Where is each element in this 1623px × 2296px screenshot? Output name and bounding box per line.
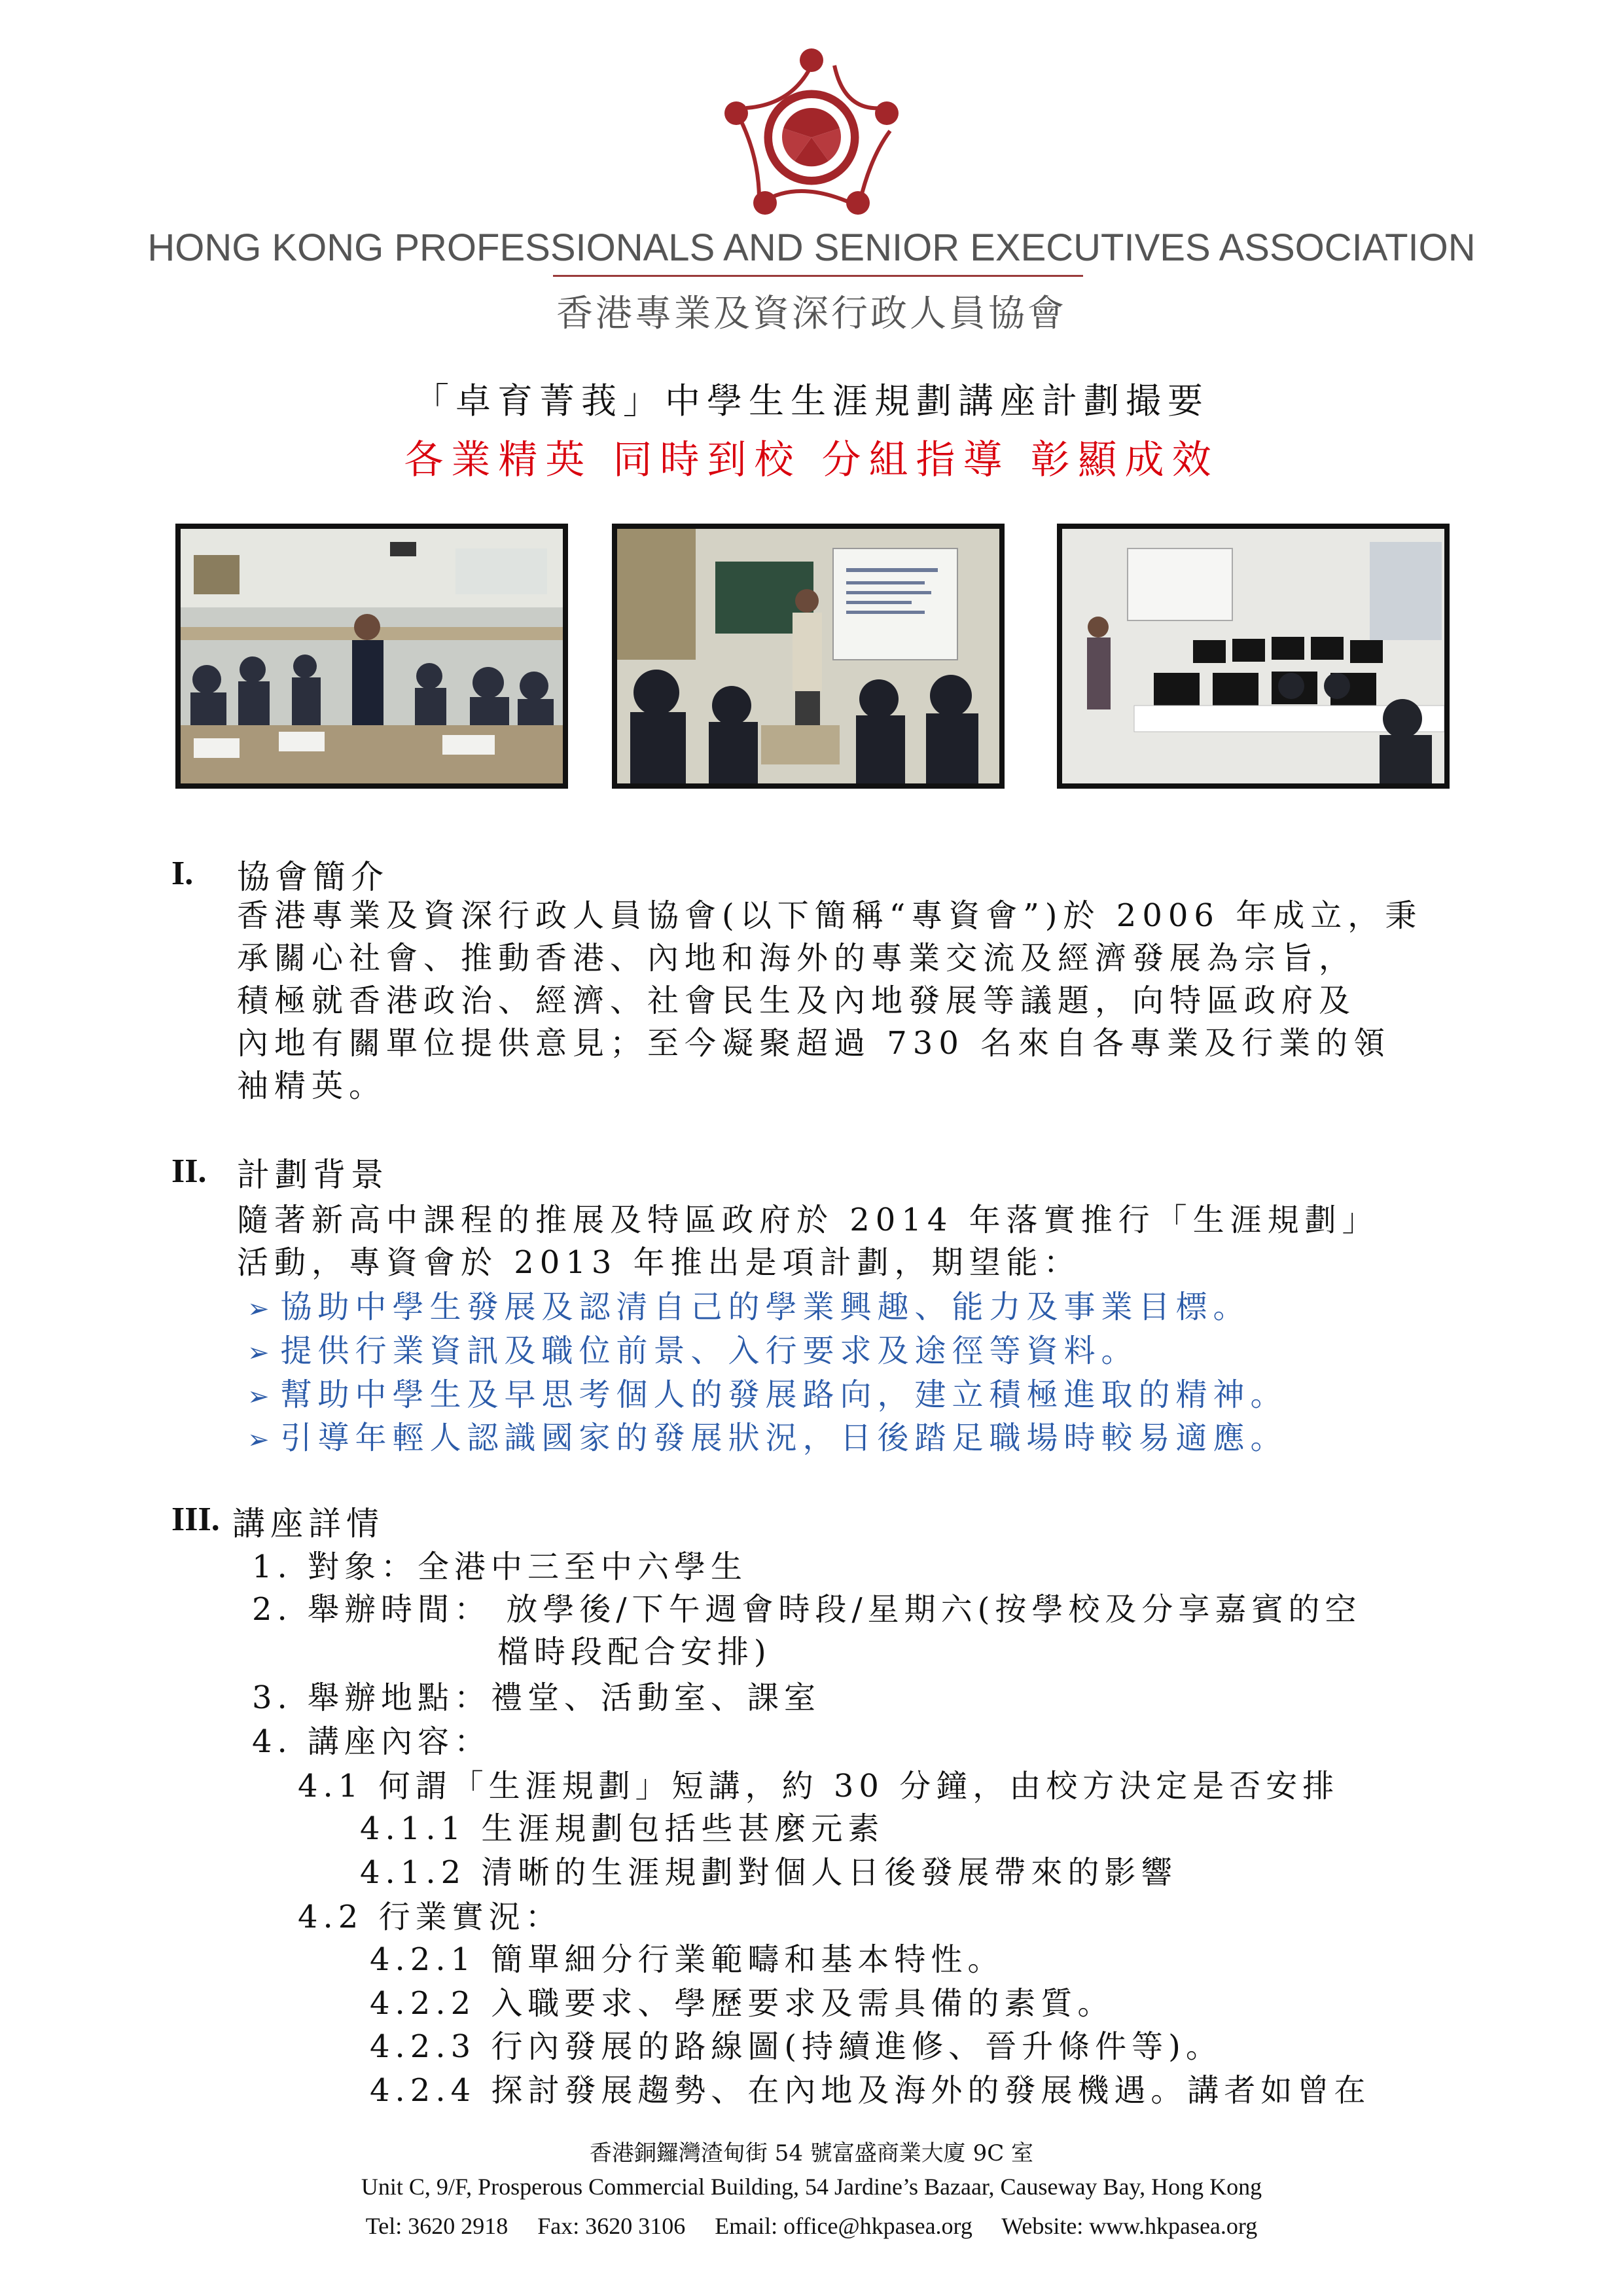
section-1-number: I. bbox=[171, 855, 194, 892]
org-name-en: HONG KONG PROFESSIONALS AND SENIOR EXECUTIVES ASSOCIATION bbox=[147, 226, 1476, 269]
list-item: 2. 舉辦時間： 放學後/下午週會時段/星期六(按學校及分享嘉賓的空 bbox=[252, 1591, 1362, 1628]
list-item: 4.2.2 入職要求、學歷要求及需具備的素質。 bbox=[370, 1985, 1115, 2022]
footer-address-en: Unit C, 9/F, Prosperous Commercial Building, 54 Jardine’s Bazaar, Causeway Bay, Hong Kong bbox=[361, 2174, 1262, 2200]
arrow-bullet-icon: ➢ bbox=[247, 1338, 276, 1368]
list-item: 4.1 何謂「生涯規劃」短講，約 30 分鐘，由校方決定是否安排 bbox=[298, 1768, 1340, 1804]
list-item: ➢ 引導年輕人認識國家的發展狀況，日後踏足職場時較易適應。 bbox=[247, 1420, 1288, 1456]
section-3-number: III. bbox=[171, 1501, 220, 1538]
paragraph-line: 積極就香港政治、經濟、社會民生及內地發展等議題，向特區政府及 bbox=[237, 982, 1357, 1019]
arrow-bullet-icon: ➢ bbox=[247, 1425, 276, 1455]
paragraph-line: 內地有關單位提供意見；至今凝聚超過 730 名來自各專業及行業的領 bbox=[237, 1025, 1391, 1062]
list-item: 4.2 行業實況： bbox=[298, 1899, 562, 1935]
section-1-title: 協會簡介 bbox=[237, 858, 389, 896]
arrow-bullet-icon: ➢ bbox=[247, 1382, 276, 1412]
paragraph-line: 隨著新高中課程的推展及特區政府於 2014 年落實推行「生涯規劃」 bbox=[237, 1202, 1380, 1238]
document-slogan: 各業精英 同時到校 分組指導 彰顯成效 bbox=[404, 437, 1219, 483]
list-item: 4.1.2 清晰的生涯規劃對個人日後發展帶來的影響 bbox=[360, 1854, 1178, 1891]
list-item: 3. 舉辦地點：禮堂、活動室、課室 bbox=[252, 1679, 821, 1716]
section-2-number: II. bbox=[171, 1153, 207, 1190]
org-name-zh: 香港專業及資深行政人員協會 bbox=[556, 293, 1067, 335]
list-item: 4.2.1 簡單細分行業範疇和基本特性。 bbox=[370, 1941, 1005, 1978]
classroom-photo-2 bbox=[612, 524, 1005, 789]
classroom-photo-1 bbox=[175, 524, 568, 789]
divider bbox=[553, 275, 1083, 277]
classroom-photo-speaker-with-students-icon bbox=[181, 529, 563, 783]
list-item: 4.2.4 探討發展趨勢、在內地及海外的發展機遇。講者如曾在 bbox=[370, 2072, 1371, 2109]
association-logo bbox=[720, 46, 903, 223]
footer-contact: Tel: 3620 2918 Fax: 3620 3106 Email: office@hkpasea.org Website: www.hkpasea.org bbox=[365, 2213, 1258, 2239]
list-item: 4.1.1 生涯規劃包括些甚麼元素 bbox=[360, 1810, 885, 1847]
computer-lab-photo-speaker-icon bbox=[1062, 529, 1444, 783]
classroom-photo-3 bbox=[1057, 524, 1450, 789]
section-3-title: 講座詳情 bbox=[232, 1505, 384, 1543]
document-title: 「卓育菁莪」中學生生涯規劃講座計劃撮要 bbox=[414, 380, 1209, 422]
list-item-continued: 檔時段配合安排) bbox=[497, 1634, 772, 1670]
list-item: ➢ 幫助中學生及早思考個人的發展路向，建立積極進取的精神。 bbox=[247, 1376, 1288, 1413]
paragraph-line: 袖精英。 bbox=[237, 1067, 387, 1104]
arrow-bullet-icon: ➢ bbox=[247, 1294, 276, 1324]
list-item: ➢ 協助中學生發展及認清自己的學業興趣、能力及事業目標。 bbox=[247, 1289, 1251, 1325]
list-item: 1. 對象：全港中三至中六學生 bbox=[252, 1549, 748, 1585]
classroom-photo-presenter-at-screen-icon bbox=[617, 529, 999, 783]
footer-address-zh: 香港銅鑼灣渣甸街 54 號富盛商業大廈 9C 室 bbox=[589, 2140, 1034, 2166]
paragraph-line: 香港專業及資深行政人員協會(以下簡稱“專資會”)於 2006 年成立，秉 bbox=[237, 897, 1423, 934]
paragraph-line: 承關心社會、推動香港、內地和海外的專業交流及經濟發展為宗旨， bbox=[237, 940, 1357, 977]
section-2-title: 計劃背景 bbox=[237, 1156, 389, 1194]
paragraph-line: 活動，專資會於 2013 年推出是項計劃，期望能： bbox=[237, 1244, 1081, 1281]
list-item: ➢ 提供行業資訊及職位前景、入行要求及途徑等資料。 bbox=[247, 1333, 1139, 1369]
list-item: 4. 講座內容： bbox=[252, 1723, 491, 1760]
list-item: 4.2.3 行內發展的路線圖(持續進修、晉升條件等)。 bbox=[370, 2028, 1222, 2065]
